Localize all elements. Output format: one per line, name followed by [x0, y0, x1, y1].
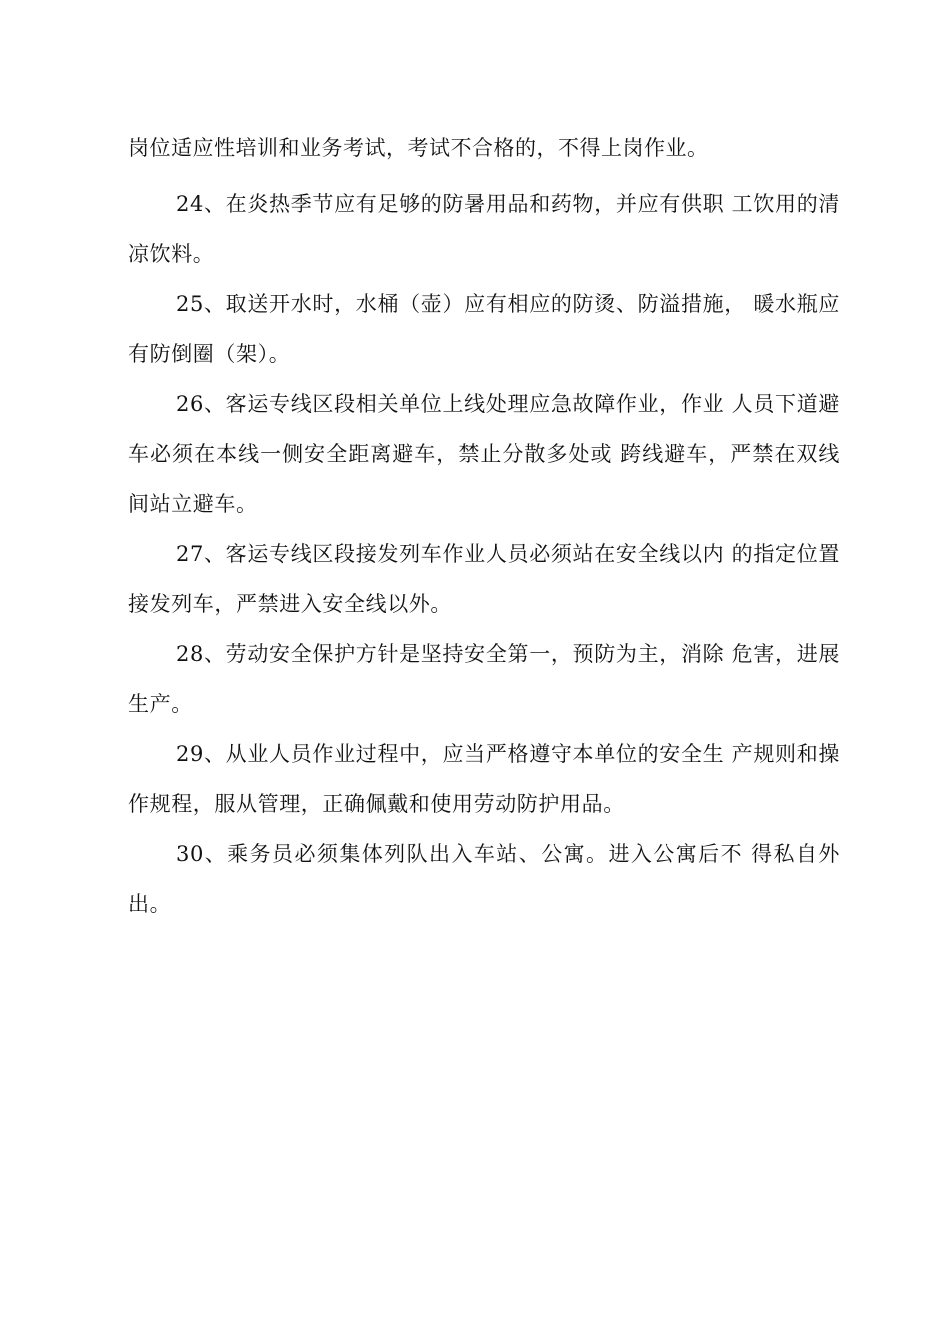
list-item-30: 30、乘务员必须集体列队出入车站、公寓。进入公寓后不 得私自外出。 — [128, 842, 840, 916]
list-item-28: 28、劳动安全保护方针是坚持安全第一，预防为主，消除 危害，进展生产。 — [128, 642, 840, 716]
list-item-25: 25、取送开水时，水桶（壶）应有相应的防烫、防溢措施， 暖水瓶应有防倒圈（架）。 — [128, 292, 840, 366]
list-item-26: 26、客运专线区段相关单位上线处理应急故障作业，作业 人员下道避车必须在本线一侧安全距离避车，禁止分散多处或 跨线避车，严禁在双线间站立避车。 — [128, 392, 840, 516]
list-item-24: 24、在炎热季节应有足够的防暑用品和药物，并应有供职 工饮用的清凉饮料。 — [128, 192, 840, 266]
document-body — [128, 134, 840, 929]
lead-paragraph: 岗位适应性培训和业务考试，考试不合格的，不得上岗作业。 — [128, 136, 709, 160]
list-item-29: 29、从业人员作业过程中，应当严格遵守本单位的安全生 产规则和操作规程，服从管理，正确佩戴和使用劳动防护用品。 — [128, 742, 840, 816]
list-item-27: 27、客运专线区段接发列车作业人员必须站在安全线以内 的指定位置接发列车，严禁进入安全线以外。 — [128, 542, 840, 616]
